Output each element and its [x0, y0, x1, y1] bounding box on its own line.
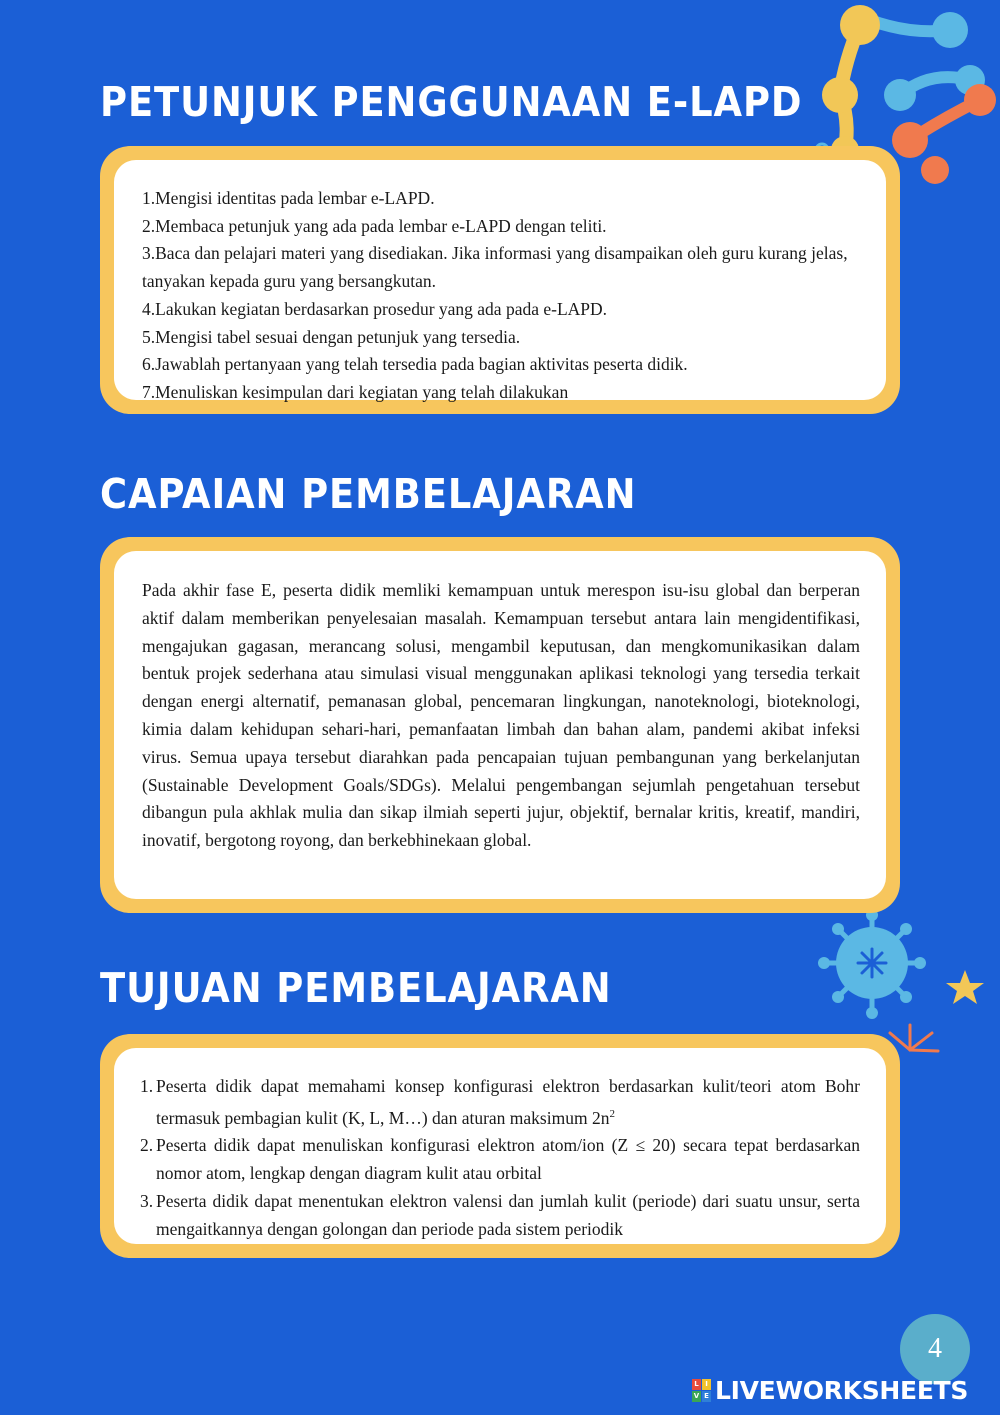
- list-number: 3.: [140, 1191, 154, 1212]
- list-item: [140, 1132, 860, 1188]
- list-text: Peserta didik dapat menuliskan konfigurasi elektron atom/ion (Z ≤ 20) secara tepat berdasarkan nomor atom, lengkap dengan diagram kulit atau orbital: [156, 1135, 860, 1184]
- capaian-title: CAPAIAN PEMBELAJARAN: [100, 470, 637, 518]
- list-item: [140, 1073, 860, 1132]
- list-item: 4.Lakukan kegiatan berdasarkan prosedur yang ada pada e-LAPD.: [142, 298, 608, 319]
- list-number: 1.: [140, 1076, 154, 1096]
- list-text: Peserta didik dapat memahami konsep konfigurasi elektron berdasarkan kulit/teori atom Bohr termasuk pembagian kulit (K, L, M…) dan aturan maksimum 2n: [156, 1076, 860, 1128]
- list-number: 2.: [140, 1135, 154, 1156]
- list-item: 7.Menuliskan kesimpulan dari kegiatan yang telah dilakukan: [142, 381, 569, 402]
- superscript: 2: [609, 1107, 615, 1120]
- tujuan-title: TUJUAN PEMBELAJARAN: [100, 964, 612, 1012]
- page-number-badge: 4: [900, 1314, 970, 1384]
- capaian-text: Pada akhir fase E, peserta didik memliki kemampuan untuk merespon isu-isu global dan berperan aktif dalam memberikan penyelesaian masalah. Kemampuan tersebut antara lain mengidentifikasi, mengajukan gagasan, merancang solusi, mengambil keputusan, dan mengkomunikasikan dalam bentuk projek sederhana atau simulasi visual menggunakan aplikasi teknologi yang tersedia terkait dengan energi alternatif, pemanasan global, pencemaran lingkungan, nanoteknologi, bioteknologi, kimia dalam kehidupan sehari-hari, pemanfaatan limbah dan bahan alam, pandemi akibat infeksi virus. Semua upaya tersebut diarahkan pada pencapaian tujuan pembangunan yang berkelanjutan (Sustainable Development Goals/SDGs). Melalui pengembangan sejumlah pengetahuan tersebut dibangun pula akhlak mulia dan sikap ilmiah seperti jujur, objektif, bernalar kritis, kreatif, mandiri, inovatif, bergotong royong, dan berkebhinekaan global.: [142, 580, 860, 851]
- list-item: 5.Mengisi tabel sesuai dengan petunjuk yang tersedia.: [142, 326, 521, 347]
- tujuan-list: [140, 1073, 860, 1244]
- petunjuk-title: PETUNJUK PENGGUNAAN E-LAPD: [100, 78, 803, 126]
- virus-decoration-icon: [810, 905, 990, 1055]
- list-item: 6.Jawablah pertanyaan yang telah tersedia pada bagian aktivitas peserta didik.: [142, 354, 688, 375]
- list-text: Peserta didik dapat menentukan elektron valensi dan jumlah kulit (periode) dari suatu unsur, serta mengaitkannya dengan golongan dan periode pada sistem periodik: [156, 1191, 860, 1239]
- petunjuk-list: [142, 185, 862, 407]
- list-item: [140, 1188, 860, 1244]
- tujuan-card: [100, 1034, 900, 1258]
- liveworksheets-logo-icon: L I V E: [692, 1379, 711, 1402]
- list-item: 3.Baca dan pelajari materi yang disediakan. Jika informasi yang disampaikan oleh guru kurang jelas,: [142, 243, 848, 264]
- liveworksheets-brand[interactable]: [692, 1376, 968, 1404]
- brand-text: LIVEWORKSHEETS: [715, 1375, 969, 1405]
- list-item: tanyakan kepada guru yang bersangkutan.: [142, 271, 436, 292]
- petunjuk-card: [100, 146, 900, 414]
- capaian-card: [100, 537, 900, 913]
- list-item: 1.Mengisi identitas pada lembar e-LAPD.: [142, 188, 435, 208]
- list-item: 2.Membaca petunjuk yang ada pada lembar e-LAPD dengan teliti.: [142, 215, 607, 236]
